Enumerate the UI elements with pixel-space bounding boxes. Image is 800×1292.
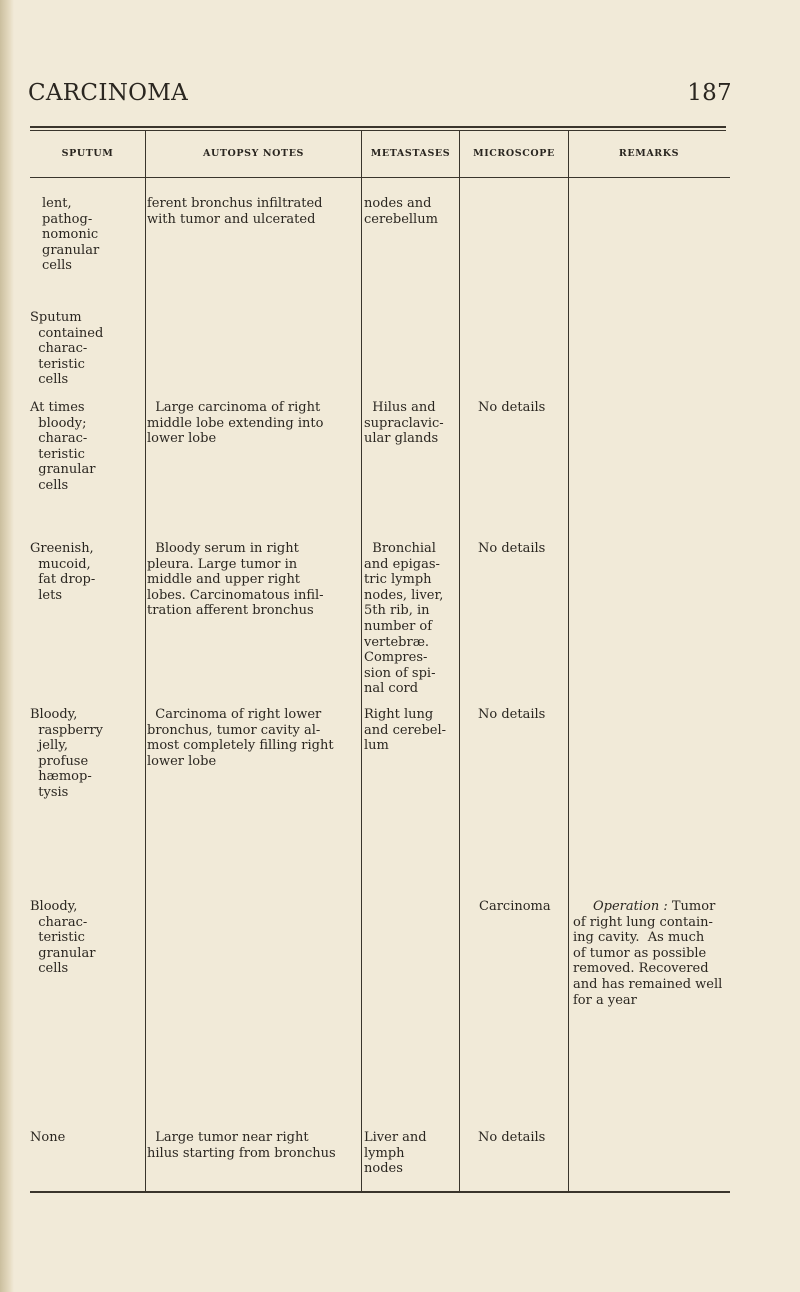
column-header-sputum: SPUTUM — [61, 148, 114, 159]
microscope-cell: No details — [478, 541, 546, 556]
table-bottom-rule — [30, 1191, 730, 1193]
remarks-operation-label: Operation : — [593, 899, 668, 914]
sputum-cell: None — [30, 1130, 66, 1145]
microscope-cell: No details — [478, 707, 546, 722]
table-top-rule — [30, 126, 726, 128]
column-divider — [568, 131, 569, 1191]
sputum-cell: At times bloody; charac- teristic granular cells — [30, 400, 96, 493]
header-rule — [30, 177, 730, 178]
column-divider — [145, 131, 146, 1191]
autopsy-cell: Bloody serum in right pleura. Large tumor in middle and upper right lobes. Carcinomatous infil- tration afferent bronchus — [147, 541, 324, 619]
column-header-autopsy-notes: AUTOPSY NOTES — [202, 148, 305, 159]
running-head — [28, 80, 732, 112]
page-number: 187 — [687, 80, 732, 106]
sputum-cell: Greenish, mucoid, fat drop- lets — [30, 541, 96, 603]
metastases-cell: Right lung and cerebel- lum — [364, 707, 447, 754]
remarks-text: Tumor of right lung contain- ing cavity. As much of tumor as possible removed. Recovered and has remained well for a year — [573, 899, 723, 1008]
autopsy-cell: Large tumor near right hilus starting from bronchus — [147, 1130, 336, 1161]
metastases-cell: Bronchial and epigas- tric lymph nodes, liver, 5th rib, in number of vertebræ. Compres- sion of spi- nal cord — [364, 541, 444, 697]
chapter-title: CARCINOMA — [28, 80, 189, 106]
autopsy-cell: Carcinoma of right lower bronchus, tumor cavity al- most completely filling right lower lobe — [147, 707, 334, 769]
column-divider — [361, 131, 362, 1191]
autopsy-cell: ferent bronchus infiltrated with tumor and ulcerated — [147, 196, 323, 227]
page-gutter-shadow — [0, 0, 14, 1292]
sputum-cell: lent, pathog- nomonic granular cells — [42, 196, 100, 274]
table-top-rule-thin — [30, 130, 726, 131]
sputum-cell: Bloody, raspberry jelly, profuse hæmop- tysis — [30, 707, 104, 800]
column-header-microscope: MICROSCOPE — [473, 148, 555, 159]
column-header-metastases: METASTASES — [370, 148, 451, 159]
column-header-remarks: REMARKS — [618, 148, 680, 159]
column-divider — [459, 131, 460, 1191]
microscope-cell: Carcinoma — [479, 899, 551, 914]
metastases-cell: Hilus and supraclavic- ular glands — [364, 400, 444, 447]
microscope-cell: No details — [478, 1130, 546, 1145]
sputum-cell: Bloody, charac- teristic granular cells — [30, 899, 96, 977]
microscope-cell: No details — [478, 400, 546, 415]
remarks-cell — [573, 899, 722, 1008]
metastases-cell: nodes and cerebellum — [364, 196, 438, 227]
autopsy-cell: Large carcinoma of right middle lobe extending into lower lobe — [147, 400, 324, 447]
metastases-cell: Liver and lymph nodes — [364, 1130, 427, 1177]
sputum-cell: Sputum contained charac- teristic cells — [30, 310, 104, 388]
